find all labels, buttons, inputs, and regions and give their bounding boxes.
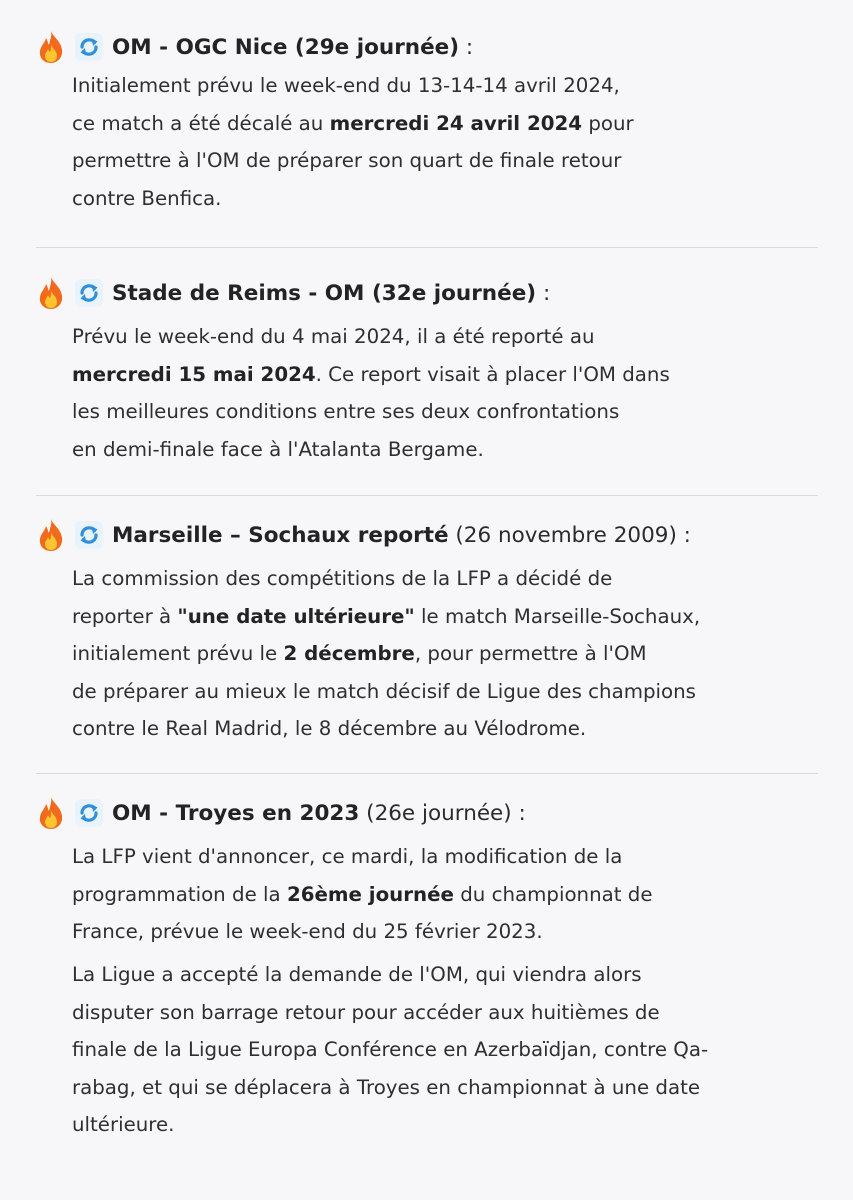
text-line: mercredi 15 mai 2024. Ce report visait à placer l'OM dans	[72, 362, 670, 386]
divider	[36, 495, 818, 496]
section-heading	[36, 27, 473, 67]
fire-icon	[36, 796, 66, 830]
text-line: les meilleures conditions entre ses deux confrontations	[72, 400, 620, 423]
text-line: finale de la Ligue Europa Conférence en Azerbaïdjan, contre Qa-	[72, 1038, 709, 1061]
refresh-icon	[74, 30, 104, 64]
text-line: de préparer au mieux le match décisif de Ligue des champions	[72, 679, 696, 703]
section-heading	[36, 515, 691, 555]
text-line: Prévu le week-end du 4 mai 2024, il a été reporté au	[72, 325, 595, 348]
section-paragraph	[72, 67, 634, 217]
divider	[36, 773, 818, 774]
section-paragraph	[72, 560, 700, 748]
text-line: disputer son barrage retour pour accéder aux huitièmes de	[72, 1000, 660, 1024]
refresh-icon	[74, 276, 104, 310]
refresh-icon	[74, 796, 104, 830]
section-title: Marseille – Sochaux reporté (26 novembre 2009) :	[112, 522, 691, 548]
section-paragraph	[72, 318, 670, 468]
text-line: La commission des compétitions de la LFP a décidé de	[72, 567, 613, 590]
text-line: contre Benfica.	[72, 186, 222, 210]
text-line: en demi-finale face à l'Atalanta Bergame.	[72, 437, 484, 461]
text-line: initialement prévu le 2 décembre, pour permettre à l'OM	[72, 642, 647, 665]
divider	[36, 247, 818, 248]
fire-icon	[36, 518, 66, 552]
fire-icon	[36, 276, 66, 310]
text-line: rabag, et qui se déplacera à Troyes en championnat à une date	[72, 1075, 701, 1099]
fire-icon	[36, 30, 66, 64]
text-line: programmation de la 26ème journée du championnat de	[72, 882, 653, 906]
text-line: La Ligue a accepté la demande de l'OM, qui viendra alors	[72, 963, 642, 986]
refresh-icon	[74, 518, 104, 552]
text-line: France, prévue le week-end du 25 février 2023.	[72, 920, 543, 943]
text-line: La LFP vient d'annoncer, ce mardi, la modification de la	[72, 845, 623, 868]
section-paragraph	[72, 956, 708, 1144]
text-line: permettre à l'OM de préparer son quart de finale retour	[72, 149, 622, 172]
section-paragraph	[72, 838, 653, 951]
text-line: contre le Real Madrid, le 8 décembre au Vélodrome.	[72, 717, 587, 740]
text-line: ce match a été décalé au mercredi 24 avril 2024 pour	[72, 111, 634, 135]
section-heading	[36, 273, 550, 313]
section-title: Stade de Reims - OM (32e journée) :	[112, 280, 551, 306]
text-line: ultérieure.	[72, 1113, 175, 1136]
text-line: reporter à "une date ultérieure" le match Marseille-Sochaux,	[72, 604, 701, 628]
section-title: OM - OGC Nice (29e journée) :	[112, 34, 474, 60]
section-title: OM - Troyes en 2023 (26e journée) :	[112, 800, 526, 826]
text-line: Initialement prévu le week-end du 13-14-14 avril 2024,	[72, 74, 620, 97]
section-heading	[36, 793, 526, 833]
